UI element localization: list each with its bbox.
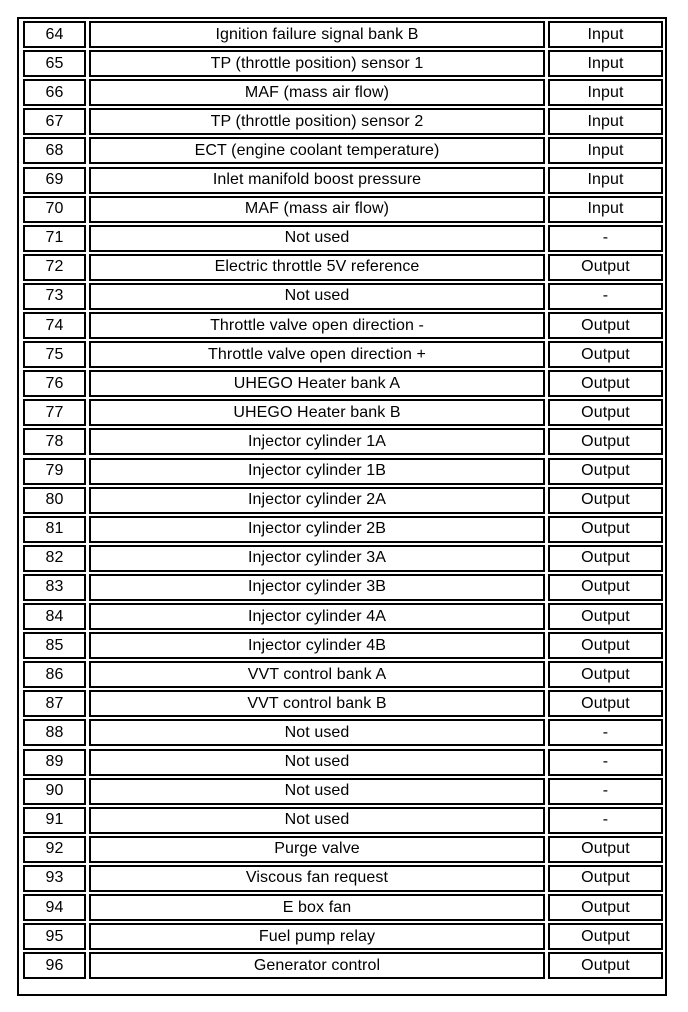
- description-cell: Throttle valve open direction -: [89, 312, 545, 339]
- pin-number-cell: 68: [23, 137, 86, 164]
- pin-number-cell: 77: [23, 399, 86, 426]
- table-row: [19, 225, 665, 252]
- pin-number-cell: 70: [23, 196, 86, 223]
- pin-number-cell: 65: [23, 50, 86, 77]
- table-row: [19, 865, 665, 892]
- direction-cell: Output: [548, 516, 663, 543]
- direction-cell: -: [548, 749, 663, 776]
- table-row: [19, 603, 665, 630]
- table-row: [19, 894, 665, 921]
- table-row: [19, 661, 665, 688]
- table-row: [19, 50, 665, 77]
- description-cell: Not used: [89, 283, 545, 310]
- direction-cell: -: [548, 719, 663, 746]
- pin-number-cell: 78: [23, 428, 86, 455]
- table-row: [19, 923, 665, 950]
- table-row: [19, 108, 665, 135]
- table-row: [19, 399, 665, 426]
- pin-number-cell: 94: [23, 894, 86, 921]
- pin-number-cell: 93: [23, 865, 86, 892]
- description-cell: Injector cylinder 4B: [89, 632, 545, 659]
- direction-cell: -: [548, 283, 663, 310]
- table-row: [19, 167, 665, 194]
- pin-number-cell: 64: [23, 21, 86, 48]
- pin-number-cell: 73: [23, 283, 86, 310]
- direction-cell: Output: [548, 894, 663, 921]
- pin-number-cell: 79: [23, 458, 86, 485]
- description-cell: Not used: [89, 225, 545, 252]
- description-cell: VVT control bank A: [89, 661, 545, 688]
- pin-number-cell: 72: [23, 254, 86, 281]
- direction-cell: Input: [548, 167, 663, 194]
- direction-cell: Output: [548, 341, 663, 368]
- direction-cell: Output: [548, 487, 663, 514]
- pin-number-cell: 92: [23, 836, 86, 863]
- pin-number-cell: 91: [23, 807, 86, 834]
- direction-cell: Input: [548, 21, 663, 48]
- table-row: [19, 749, 665, 776]
- description-cell: Not used: [89, 719, 545, 746]
- description-cell: Fuel pump relay: [89, 923, 545, 950]
- direction-cell: Input: [548, 108, 663, 135]
- table-row: [19, 254, 665, 281]
- table-row: [19, 283, 665, 310]
- table-row: [19, 341, 665, 368]
- table-row: [19, 952, 665, 979]
- pin-number-cell: 83: [23, 574, 86, 601]
- description-cell: Injector cylinder 4A: [89, 603, 545, 630]
- pin-number-cell: 86: [23, 661, 86, 688]
- description-cell: UHEGO Heater bank B: [89, 399, 545, 426]
- direction-cell: Output: [548, 370, 663, 397]
- pin-number-cell: 67: [23, 108, 86, 135]
- direction-cell: Output: [548, 923, 663, 950]
- direction-cell: Output: [548, 603, 663, 630]
- pin-number-cell: 80: [23, 487, 86, 514]
- table-row: [19, 21, 665, 48]
- pin-number-cell: 75: [23, 341, 86, 368]
- description-cell: Not used: [89, 778, 545, 805]
- description-cell: VVT control bank B: [89, 690, 545, 717]
- description-cell: Generator control: [89, 952, 545, 979]
- description-cell: Not used: [89, 807, 545, 834]
- direction-cell: -: [548, 807, 663, 834]
- description-cell: Injector cylinder 1B: [89, 458, 545, 485]
- table-row: [19, 458, 665, 485]
- description-cell: UHEGO Heater bank A: [89, 370, 545, 397]
- table-row: [19, 690, 665, 717]
- table-row: [19, 196, 665, 223]
- direction-cell: Output: [548, 952, 663, 979]
- pin-number-cell: 74: [23, 312, 86, 339]
- pin-number-cell: 81: [23, 516, 86, 543]
- pin-number-cell: 95: [23, 923, 86, 950]
- description-cell: Injector cylinder 3A: [89, 545, 545, 572]
- pin-number-cell: 85: [23, 632, 86, 659]
- direction-cell: Output: [548, 545, 663, 572]
- table-row: [19, 778, 665, 805]
- table-row: [19, 719, 665, 746]
- pin-number-cell: 66: [23, 79, 86, 106]
- pin-number-cell: 87: [23, 690, 86, 717]
- table-row: [19, 807, 665, 834]
- pin-number-cell: 89: [23, 749, 86, 776]
- table-row: [19, 487, 665, 514]
- table-row: [19, 545, 665, 572]
- table-row: [19, 574, 665, 601]
- description-cell: Injector cylinder 2A: [89, 487, 545, 514]
- pin-number-cell: 88: [23, 719, 86, 746]
- pin-number-cell: 71: [23, 225, 86, 252]
- pin-number-cell: 90: [23, 778, 86, 805]
- table-row: [19, 836, 665, 863]
- description-cell: Purge valve: [89, 836, 545, 863]
- description-cell: Injector cylinder 2B: [89, 516, 545, 543]
- direction-cell: Input: [548, 196, 663, 223]
- table-row: [19, 137, 665, 164]
- direction-cell: Output: [548, 690, 663, 717]
- description-cell: Injector cylinder 3B: [89, 574, 545, 601]
- description-cell: TP (throttle position) sensor 2: [89, 108, 545, 135]
- direction-cell: Output: [548, 458, 663, 485]
- description-cell: ECT (engine coolant temperature): [89, 137, 545, 164]
- direction-cell: Input: [548, 79, 663, 106]
- table-row: [19, 632, 665, 659]
- direction-cell: -: [548, 778, 663, 805]
- description-cell: Injector cylinder 1A: [89, 428, 545, 455]
- direction-cell: Input: [548, 137, 663, 164]
- description-cell: MAF (mass air flow): [89, 196, 545, 223]
- description-cell: Ignition failure signal bank B: [89, 21, 545, 48]
- description-cell: E box fan: [89, 894, 545, 921]
- direction-cell: Output: [548, 836, 663, 863]
- direction-cell: Output: [548, 312, 663, 339]
- pin-number-cell: 76: [23, 370, 86, 397]
- direction-cell: -: [548, 225, 663, 252]
- table-row: [19, 516, 665, 543]
- direction-cell: Output: [548, 865, 663, 892]
- pin-number-cell: 84: [23, 603, 86, 630]
- table-row: [19, 370, 665, 397]
- pin-table: [17, 17, 667, 996]
- table-row: [19, 312, 665, 339]
- pin-number-cell: 82: [23, 545, 86, 572]
- table-row: [19, 79, 665, 106]
- direction-cell: Output: [548, 428, 663, 455]
- direction-cell: Output: [548, 661, 663, 688]
- direction-cell: Output: [548, 632, 663, 659]
- pin-number-cell: 96: [23, 952, 86, 979]
- pin-number-cell: 69: [23, 167, 86, 194]
- description-cell: Inlet manifold boost pressure: [89, 167, 545, 194]
- direction-cell: Output: [548, 574, 663, 601]
- direction-cell: Output: [548, 254, 663, 281]
- description-cell: Electric throttle 5V reference: [89, 254, 545, 281]
- direction-cell: Input: [548, 50, 663, 77]
- table-row: [19, 428, 665, 455]
- description-cell: Not used: [89, 749, 545, 776]
- description-cell: Viscous fan request: [89, 865, 545, 892]
- description-cell: Throttle valve open direction +: [89, 341, 545, 368]
- description-cell: TP (throttle position) sensor 1: [89, 50, 545, 77]
- description-cell: MAF (mass air flow): [89, 79, 545, 106]
- direction-cell: Output: [548, 399, 663, 426]
